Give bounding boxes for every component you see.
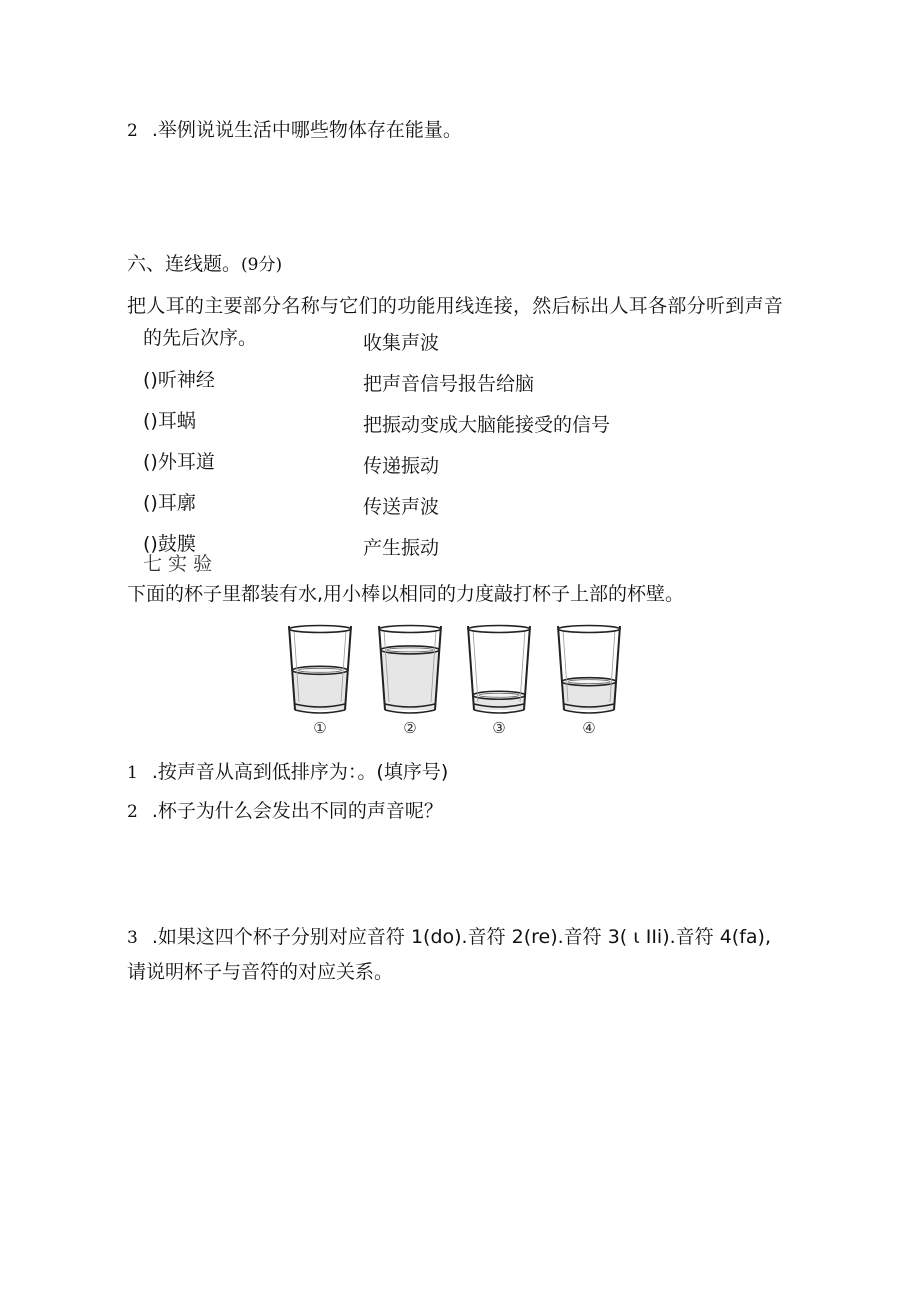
experiment-question-3-line-2: 请说明杯子与音符的对应关系。 [127,961,394,983]
question-2-energy [127,118,462,143]
cup-label: ④ [582,719,596,737]
cup-1 [289,626,351,738]
cup-rim [558,626,620,633]
cup-2 [379,626,441,738]
function-transmit-sound: 传送声波 [363,496,440,518]
section-title: 六、连线题。 [127,253,242,275]
section-6-instruction-line-2: 的先后次序。 [143,327,258,349]
cut-off-heading-text: 七 实 验 [143,553,213,575]
section-6-instruction-line-1: 把人耳的主要部分名称与它们的功能用线连接，然后标出人耳各部分听到声音 [127,295,784,317]
function-transmit-vibration: 传递振动 [363,455,440,477]
experiment-question-3 [127,925,771,950]
ear-part-eardrum: ()鼓膜 [143,533,196,555]
cup-water-surface [473,691,525,699]
cup-rim [468,626,530,633]
ear-part-ear-canal: ()外耳道 [143,451,215,473]
section-score: (9分) [241,255,283,275]
function-convert-signal: 把振动变成大脑能接受的信号 [363,414,611,436]
question-text: .杯子为什么会发出不同的声音呢？ [151,800,443,822]
ear-part-auditory-nerve: ()听神经 [143,369,215,391]
cup-4 [558,626,620,738]
question-text: .如果这四个杯子分别对应音符 1(do).音符 2(re).音符 3( ι IIi).音符 4(fa), [151,926,771,948]
question-text: .按声音从高到低排序为：。(填序号) [151,761,449,783]
question-number: 2 [127,121,138,141]
cut-off-heading [143,553,223,576]
cup-label: ③ [492,719,506,737]
cup-water [381,650,440,710]
cup-label: ① [313,719,327,737]
cup-label: ② [403,719,417,737]
experiment-question-2 [127,799,443,824]
ear-part-auricle: ()耳廓 [143,492,196,514]
cup-water-surface [292,666,348,674]
experiment-question-1 [127,760,448,785]
cups-illustration [284,622,624,737]
cup-water-surface [381,646,440,654]
cup-water [292,670,348,710]
question-number: 2 [127,802,138,822]
section-6-heading [127,252,282,277]
experiment-intro: 下面的杯子里都装有水,用小棒以相同的力度敲打杯子上部的杯壁。 [127,583,685,605]
cup-rim [289,626,351,633]
function-report-to-brain: 把声音信号报告给脑 [363,373,535,395]
question-number: 1 [127,763,138,783]
ear-part-cochlea: ()耳蜗 [143,410,196,432]
cup-rim [379,626,441,633]
cup-3 [468,626,530,738]
function-collect-sound: 收集声波 [363,332,440,354]
function-produce-vibration: 产生振动 [363,537,440,559]
question-text: .举例说说生活中哪些物体存在能量。 [151,119,462,141]
question-number: 3 [127,928,138,948]
cup-water-surface [562,678,616,686]
